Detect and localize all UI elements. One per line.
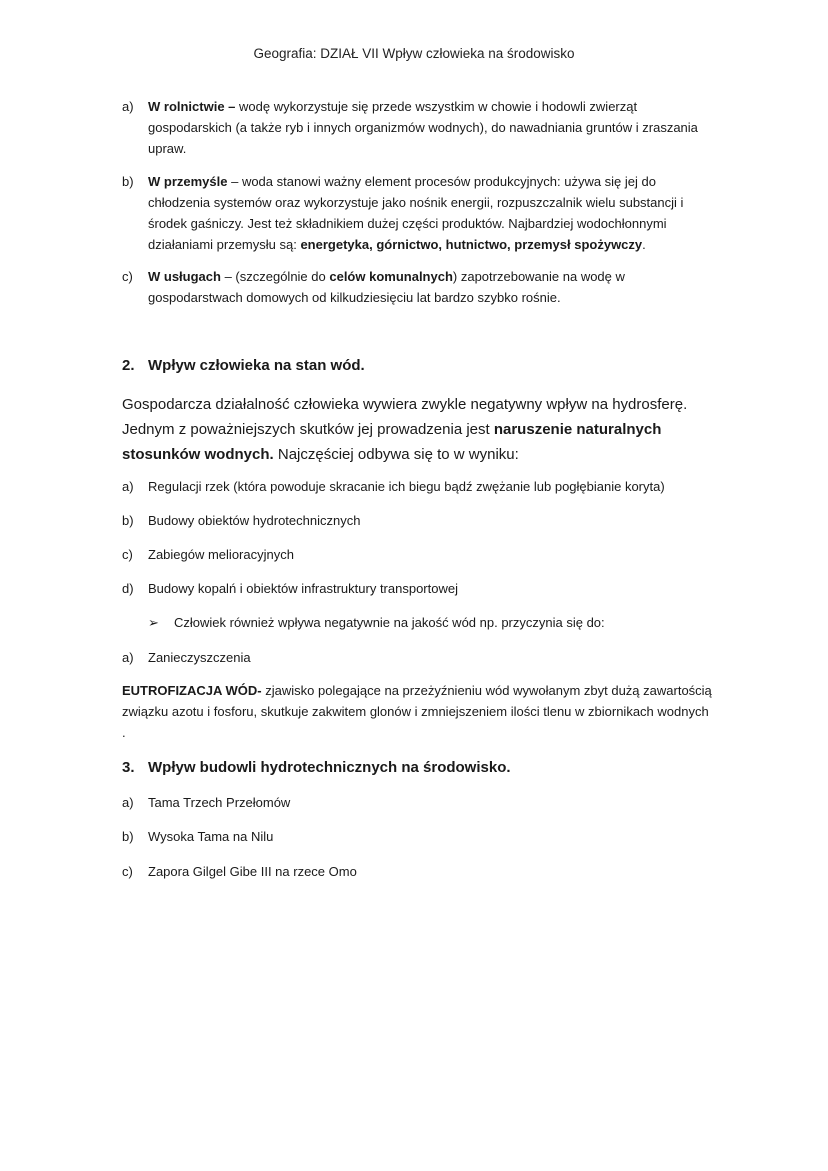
list-item xyxy=(122,96,712,159)
list-label: d) xyxy=(122,581,134,596)
list-bold: W przemyśle xyxy=(148,174,228,189)
list-label: a) xyxy=(122,479,134,494)
list-item xyxy=(122,544,712,565)
section-number: 3. xyxy=(122,759,135,776)
definition-text: zjawisko polegające na przeżyźnieniu wód wywołanym zbyt dużą zawartością związku azotu i fosforu, skutkuje zakwitem glonów i zmniejszeniem ilości tlenu w zbiornikach wodnych . xyxy=(122,683,712,740)
list-label: b) xyxy=(122,174,134,189)
list-text: ) zapotrzebowanie na wodę w gospodarstwach domowych od kilkudziesięciu lat bardzo szybko rośnie. xyxy=(148,269,625,305)
list-item xyxy=(122,266,712,308)
list-text: Budowy obiektów hydrotechnicznych xyxy=(148,513,361,528)
list-label: b) xyxy=(122,829,134,844)
list-text: Tama Trzech Przełomów xyxy=(148,795,291,810)
list-bold: celów komunalnych xyxy=(329,269,453,284)
list-text: Zanieczyszczenia xyxy=(148,650,251,665)
list-item xyxy=(122,578,712,599)
list-item xyxy=(122,510,712,531)
list-text: Zabiegów melioracyjnych xyxy=(148,547,294,562)
list-label: c) xyxy=(122,269,133,284)
section-title: Wpływ budowli hydrotechnicznych na środowisko. xyxy=(148,759,511,776)
list-item xyxy=(122,171,712,255)
eutrophication-definition xyxy=(122,680,712,743)
list-label: c) xyxy=(122,547,133,562)
list-label: a) xyxy=(122,99,134,114)
paragraph-text: Gospodarcza działalność człowieka wywiera zwykle negatywny wpływ na hydrosferę. Jednym z poważniejszych skutków jej prowadzenia jest xyxy=(122,396,688,438)
paragraph-bold: naruszenie naturalnych stosunków wodnych. xyxy=(122,421,662,463)
section-paragraph xyxy=(122,392,722,467)
list-text: Budowy kopalń i obiektów infrastruktury transportowej xyxy=(148,581,458,596)
list-label: a) xyxy=(122,795,134,810)
paragraph-text: Najczęściej odbywa się to w wyniku: xyxy=(273,446,519,463)
list-item xyxy=(122,792,712,813)
arrow-text: Człowiek również wpływa negatywnie na jakość wód np. przyczynia się do: xyxy=(174,615,605,630)
arrow-bullet-icon: ➢ xyxy=(148,615,159,630)
list-text: . xyxy=(642,237,646,252)
list-item xyxy=(122,647,712,668)
list-item xyxy=(122,861,712,882)
list-text: – woda stanowi ważny element procesów produkcyjnych: używa się jej do chłodzenia systemów oraz wykorzystuje jako nośnik energii, rozpuszczalnik wielu substancji i środek gaśniczy. Jest też składnikiem dużej części produktów. Najbardziej wodochłonnymi działaniami przemysłu są: xyxy=(148,174,684,252)
list-bold: energetyka, górnictwo, hutnictwo, przemysł spożywczy xyxy=(300,237,643,252)
definition-term: EUTROFIZACJA WÓD- xyxy=(122,683,262,698)
list-text: Wysoka Tama na Nilu xyxy=(148,829,274,844)
list-item xyxy=(122,826,712,847)
section-title: Wpływ człowieka na stan wód. xyxy=(148,357,365,374)
page-header: Geografia: DZIAŁ VII Wpływ człowieka na środowisko xyxy=(253,46,575,61)
list-text: – (szczególnie do xyxy=(220,269,330,284)
section-heading xyxy=(122,759,511,776)
list-bold: W usługach xyxy=(148,269,221,284)
list-label: c) xyxy=(122,864,133,879)
list-text: wodę wykorzystuje się przede wszystkim w chowie i hodowli zwierząt gospodarskich (a także ryb i innych organizmów wodnych), do nawadniania gruntów i zraszania upraw. xyxy=(148,99,698,156)
section-number: 2. xyxy=(122,357,135,374)
list-text: Zapora Gilgel Gibe III na rzece Omo xyxy=(148,864,357,879)
list-label: a) xyxy=(122,650,134,665)
section-heading xyxy=(122,357,365,374)
list-bold: W rolnictwie – xyxy=(148,99,236,114)
list-label: b) xyxy=(122,513,134,528)
list-text: Regulacji rzek (która powoduje skracanie ich biegu bądź zwężanie lub pogłębianie koryta) xyxy=(148,479,665,494)
list-item xyxy=(122,476,712,497)
arrow-bullet-line xyxy=(148,612,605,633)
